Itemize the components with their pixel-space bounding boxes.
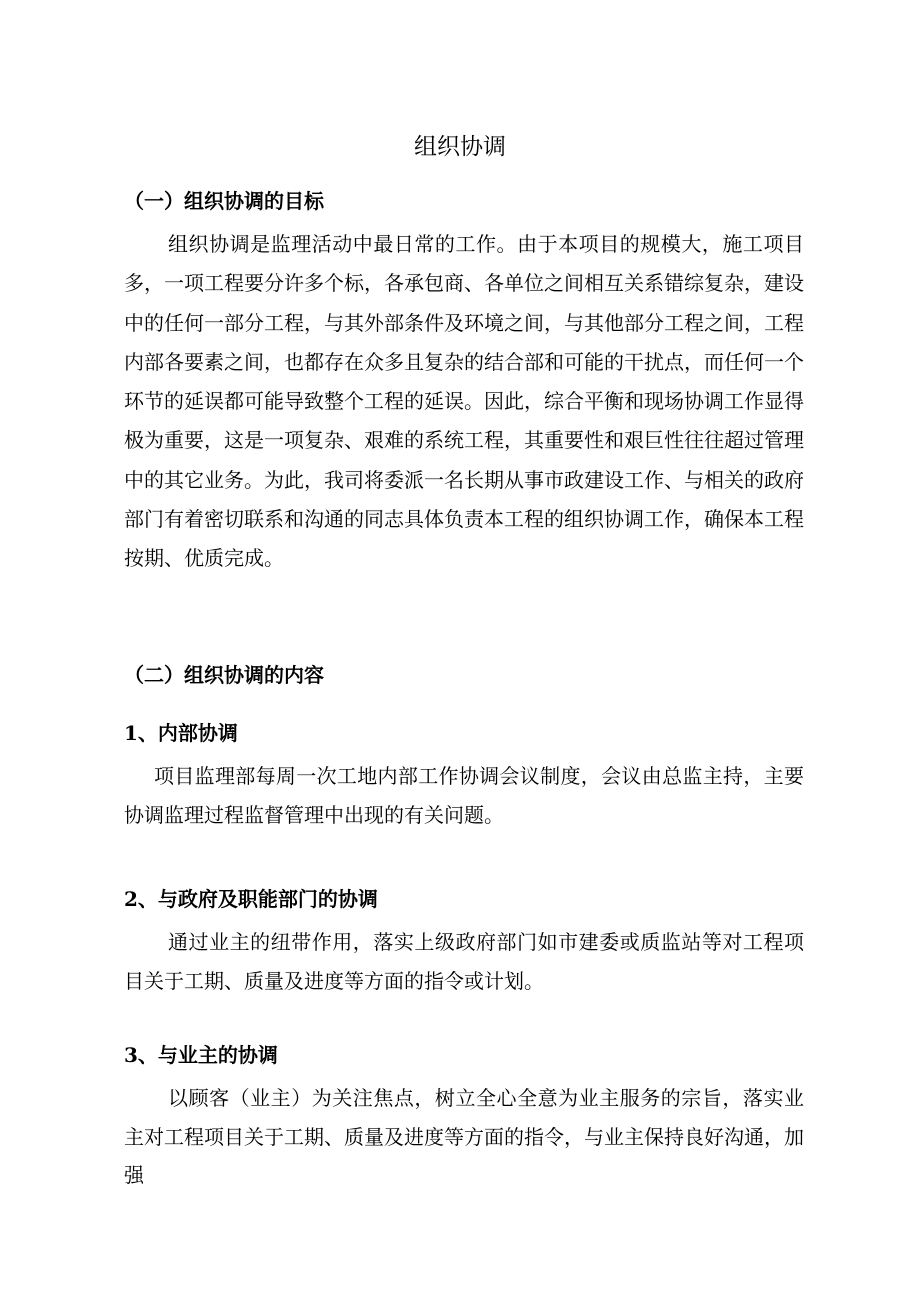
item-1-paragraph: 项目监理部每周一次工地内部工作协调会议制度，会议由总监主持，主要协调监理过程监督管理中出现的有关问题。: [124, 764, 804, 827]
item-2-heading: 2、与政府及职能部门的协调: [124, 887, 378, 911]
item-1-heading: 1、内部协调: [124, 721, 238, 745]
section-2-heading: （二）组织协调的内容: [124, 663, 324, 687]
item-3-heading: 3、与业主的协调: [124, 1043, 278, 1067]
section-1-paragraph: 组织协调是监理活动中最日常的工作。由于本项目的规模大，施工项目多，一项工程要分许多个标，各承包商、各单位之间相互关系错综复杂，建设中的任何一部分工程，与其外部条件及环境之间，与其他部分工程之间，工程内部各要素之间，也都存在众多且复杂的结合部和可能的干扰点，而任何一个环节的延误都可能导致整个工程的延误。因此，综合平衡和现场协调工作显得极为重要，这是一项复杂、艰难的系统工程，其重要性和艰巨性往往超过管理中的其它业务。为此，我司将委派一名长期从事市政建设工作、与相关的政府部门有着密切联系和沟通的同志具体负责本工程的组织协调工作，确保本工程按期、优质完成。: [124, 232, 804, 571]
item-3-paragraph: 以顾客（业主）为关注焦点，树立全心全意为业主服务的宗旨，落实业主对工程项目关于工期、质量及进度等方面的指令，与业主保持良好沟通，加强: [124, 1086, 804, 1188]
page-title: 组织协调: [414, 134, 506, 160]
item-2-paragraph: 通过业主的纽带作用，落实上级政府部门如市建委或质监站等对工程项目关于工期、质量及进度等方面的指令或计划。: [124, 930, 804, 993]
section-1-heading: （一）组织协调的目标: [124, 189, 324, 213]
